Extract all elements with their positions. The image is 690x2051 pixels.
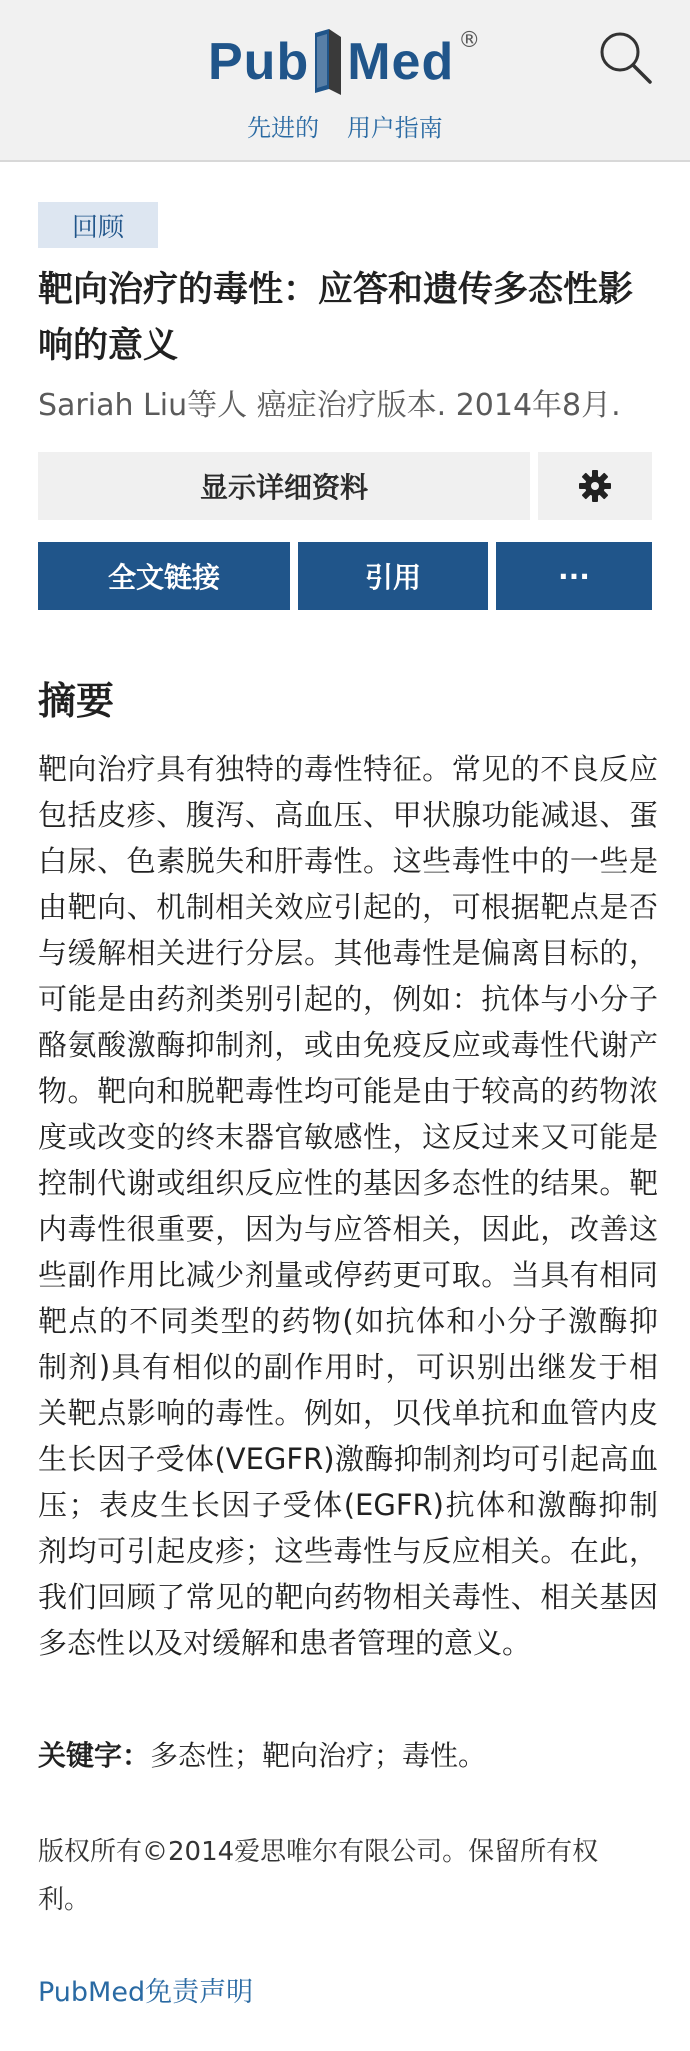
- search-button[interactable]: [596, 28, 654, 86]
- show-details-button[interactable]: 显示详细资料: [38, 452, 530, 520]
- gear-icon: [578, 469, 612, 503]
- keywords-label: 关键字：: [38, 1739, 151, 1772]
- header-links: [0, 108, 690, 143]
- advanced-search-link[interactable]: 先进的: [247, 114, 320, 142]
- site-header: [0, 0, 690, 162]
- article-citation: Sariah Liu等人 癌症治疗版本. 2014年8月.: [38, 388, 621, 423]
- logo-text-med: Med: [347, 33, 455, 91]
- article-type-tag: 回顾: [38, 202, 158, 248]
- user-guide-link[interactable]: 用户指南: [346, 114, 443, 142]
- pubmed-disclaimer-link[interactable]: PubMed免责声明: [38, 1977, 254, 2008]
- registered-mark: ®: [458, 27, 481, 53]
- more-actions-button[interactable]: ···: [496, 542, 652, 610]
- settings-button[interactable]: [538, 452, 652, 520]
- copyright-notice: 版权所有©2014爱思唯尔有限公司。保留所有权利。: [38, 1837, 599, 1915]
- keywords-value: 多态性；靶向治疗；毒性。: [150, 1739, 487, 1772]
- search-icon: [596, 28, 654, 86]
- full-text-links-button[interactable]: 全文链接: [38, 542, 290, 610]
- abstract-text: 靶向治疗具有独特的毒性特征。常见的不良反应包括皮疹、腹泻、高血压、甲状腺功能减退、蛋白尿、色素脱失和肝毒性。这些毒性中的一些是由靶向、机制相关效应引起的，可根据靶点是否与缓解相关进行分层。其他毒性是偏离目标的，可能是由药剂类别引起的，例如：抗体与小分子酪氨酸激酶抑制剂，或由免疫反应或毒性代谢产物。靶向和脱靶毒性均可能是由于较高的药物浓度或改变的终末器官敏感性，这反过来又可能是控制代谢或组织反应性的基因多态性的结果。靶内毒性很重要，因为与应答相关，因此，改善这些副作用比减少剂量或停药更可取。当具有相同靶点的不同类型的药物(如抗体和小分子激酶抑制剂)具有相似的副作用时，可识别出继发于相关靶点影响的毒性。例如，贝伐单抗和血管内皮生长因子受体(VEGFR)激酶抑制剂均可引起高血压；表皮生长因子受体(EGFR)抗体和激酶抑制剂均可引起皮疹；这些毒性与反应相关。在此，我们回顾了常见的靶向药物相关毒性、相关基因多态性以及对缓解和患者管理的意义。: [38, 752, 658, 1660]
- cite-button[interactable]: 引用: [298, 542, 488, 610]
- keywords: [38, 1734, 658, 1778]
- article-title: 靶向治疗的毒性：应答和遗传多态性影响的意义: [38, 270, 634, 366]
- pubmed-logo[interactable]: [208, 22, 482, 102]
- book-icon: [311, 27, 345, 97]
- logo-text-pub: Pub: [208, 33, 310, 91]
- abstract-heading: 摘要: [38, 679, 115, 723]
